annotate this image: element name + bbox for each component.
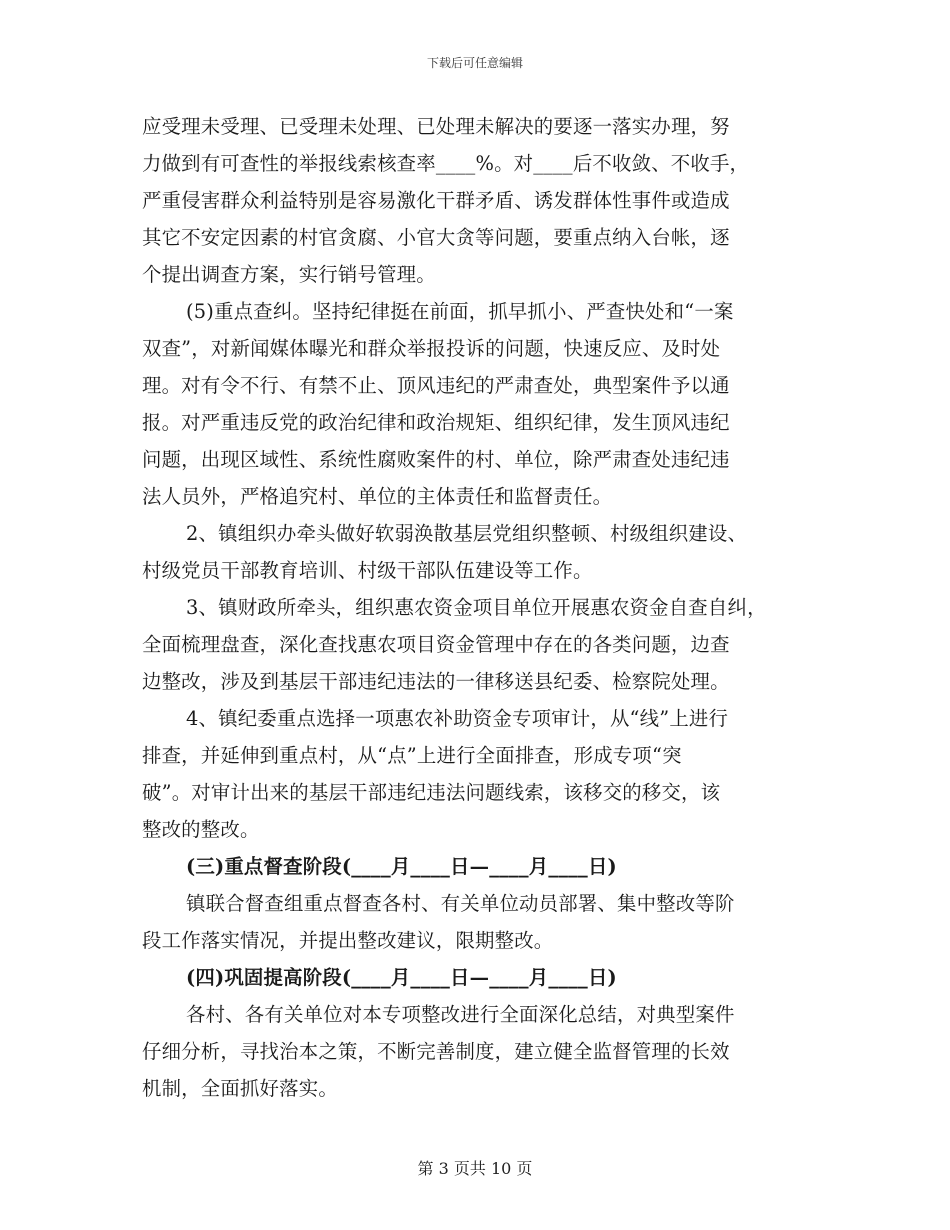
- text-line: 机制，全面抓好落实。: [142, 1077, 338, 1100]
- text-line: (5)重点查纠。坚持纪律挺在前面，抓早抓小、严查快处和“一案: [186, 300, 734, 323]
- text-line: 各村、各有关单位对本专项整改进行全面深化总结，对典型案件: [186, 1003, 735, 1026]
- section-heading: (四)巩固提高阶段(____月____日—____月____日): [186, 966, 617, 989]
- text-line: 个提出调查方案，实行销号管理。: [142, 263, 436, 286]
- text-line: 破”。对审计出来的基层干部违纪违法问题线索，该移交的移交，该: [142, 781, 721, 804]
- text-line: 问题，出现区域性、系统性腐败案件的村、单位，除严肃查处违纪违: [142, 448, 730, 471]
- text-line: 镇联合督查组重点督查各村、有关单位动员部署、集中整改等阶: [186, 892, 735, 915]
- document-body: [142, 108, 822, 1107]
- page-header: 下载后可任意编辑: [426, 56, 523, 70]
- text-line: 4、镇纪委重点选择一项惠农补助资金专项审计，从“线”上进行: [186, 707, 729, 730]
- text-line: 严重侵害群众利益特别是容易激化干群矛盾、诱发群体性事件或造成: [142, 189, 730, 212]
- text-line: 段工作落实情况，并提出整改建议，限期整改。: [142, 929, 554, 952]
- text-line: 报。对严重违反党的政治纪律和政治规矩、组织纪律，发生顶风违纪: [142, 411, 730, 434]
- text-line: 全面梳理盘查，深化查找惠农项目资金管理中存在的各类问题，边查: [142, 633, 730, 656]
- section-heading: (三)重点督查阶段(____月____日—____月____日): [186, 855, 617, 878]
- text-line: 3、镇财政所牵头，组织惠农资金项目单位开展惠农资金自查自纠，: [186, 596, 767, 619]
- text-line: 排查，并延伸到重点村，从“点”上进行全面排查，形成专项“突: [142, 744, 682, 767]
- text-line: 理。对有令不行、有禁不止、顶风违纪的严肃查处，典型案件予以通: [142, 374, 730, 397]
- text-line: 双查”，对新闻媒体曝光和群众举报投诉的问题，快速反应、及时处: [142, 337, 721, 360]
- text-line: 其它不安定因素的村官贪腐、小官大贪等问题，要重点纳入台帐，逐: [142, 226, 730, 249]
- text-line: 力做到有可查性的举报线索核查率____%。对____后不收敛、不收手，: [142, 152, 750, 175]
- text-line: 整改的整改。: [142, 818, 260, 841]
- text-line: 边整改，涉及到基层干部违纪违法的一律移送县纪委、检察院处理。: [142, 670, 730, 693]
- text-line: 村级党员干部教育培训、村级干部队伍建设等工作。: [142, 559, 593, 582]
- text-line: 应受理未受理、已受理未处理、已处理未解决的要逐一落实办理，努: [142, 115, 730, 138]
- text-line: 仔细分析，寻找治本之策，不断完善制度，建立健全监督管理的长效: [142, 1040, 730, 1063]
- text-line: 2、镇组织办牵头做好软弱涣散基层党组织整顿、村级组织建设、: [186, 522, 748, 545]
- text-line: 法人员外，严格追究村、单位的主体责任和监督责任。: [142, 485, 613, 508]
- page-footer: 第 3 页共 10 页: [417, 1159, 533, 1178]
